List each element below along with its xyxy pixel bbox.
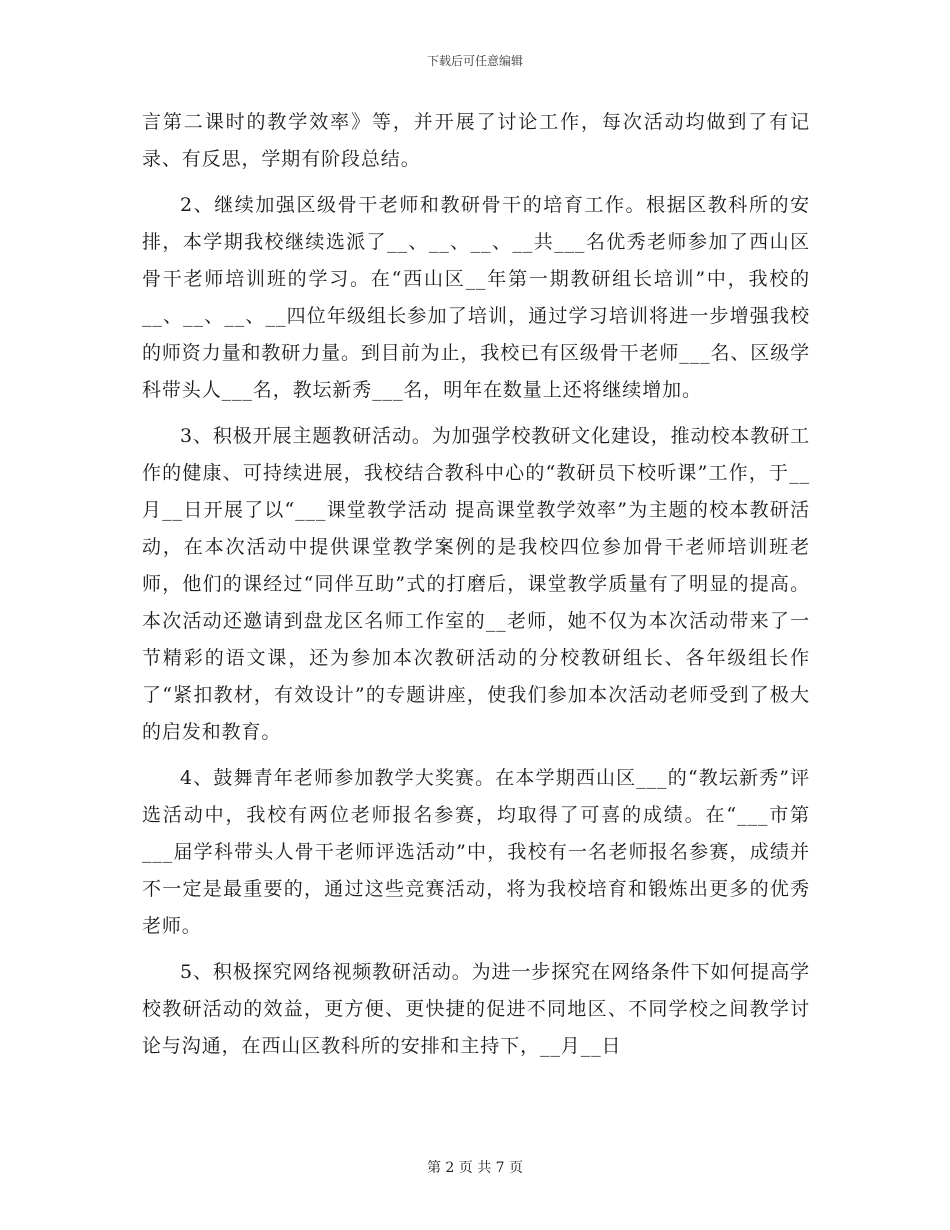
paragraph-item-5: 5、积极探究网络视频教研活动。为进一步探究在网络条件下如何提高学校教研活动的效益，更方便、更快捷的促进不同地区、不同学校之间教学讨论与沟通，在西山区教科所的安排和主持下，__月__日 <box>142 961 810 1057</box>
paragraph-continuation: 言第二课时的教学效率》等，并开展了讨论工作，每次活动均做到了有记录、有反思，学期有阶段总结。 <box>142 111 810 170</box>
page-header-note: 下载后可任意编辑 <box>426 54 523 68</box>
document-body <box>142 104 810 1074</box>
paragraph-item-4: 4、鼓舞青年老师参加教学大奖赛。在本学期西山区___的“教坛新秀”评选活动中，我校有两位老师报名参赛，均取得了可喜的成绩。在“___市第___届学科带头人骨干老师评选活动”中，我校有一名老师报名参赛，成绩并不一定是最重要的，通过这些竞赛活动，将为我校培育和锻炼出更多的优秀老师。 <box>142 767 810 937</box>
paragraph-item-2: 2、继续加强区级骨干老师和教研骨干的培育工作。根据区教科所的安排，本学期我校继续选派了__、__、__、__共___名优秀老师参加了西山区骨干老师培训班的学习。在“西山区__年第一期教研组长培训”中，我校的__、__、__、__四位年级组长参加了培训，通过学习培训将进一步增强我校的师资力量和教研力量。到目前为止，我校已有区级骨干老师___名、区级学科带头人___名，教坛新秀___名，明年在数量上还将继续增加。 <box>142 194 811 401</box>
page-number: 第 2 页 共 7 页 <box>426 1160 524 1176</box>
paragraph-item-3: 3、积极开展主题教研活动。为加强学校教研文化建设，推动校本教研工作的健康、可持续进展，我校结合教科中心的“教研员下校听课”工作，于__月__日开展了以“___课堂教学活动 提高课堂教学效率”为主题的校本教研活动，在本次活动中提供课堂教学案例的是我校四位参加骨干老师培训班老师，他们的课经过“同伴互助”式的打磨后，课堂教学质量有了明显的提高。本次活动还邀请到盘龙区名师工作室的__老师，她不仅为本次活动带来了一节精彩的语文课，还为参加本次教研活动的分校教研组长、各年级组长作了“紧扣教材，有效设计”的专题讲座，使我们参加本次活动老师受到了极大的启发和教育。 <box>142 425 810 743</box>
